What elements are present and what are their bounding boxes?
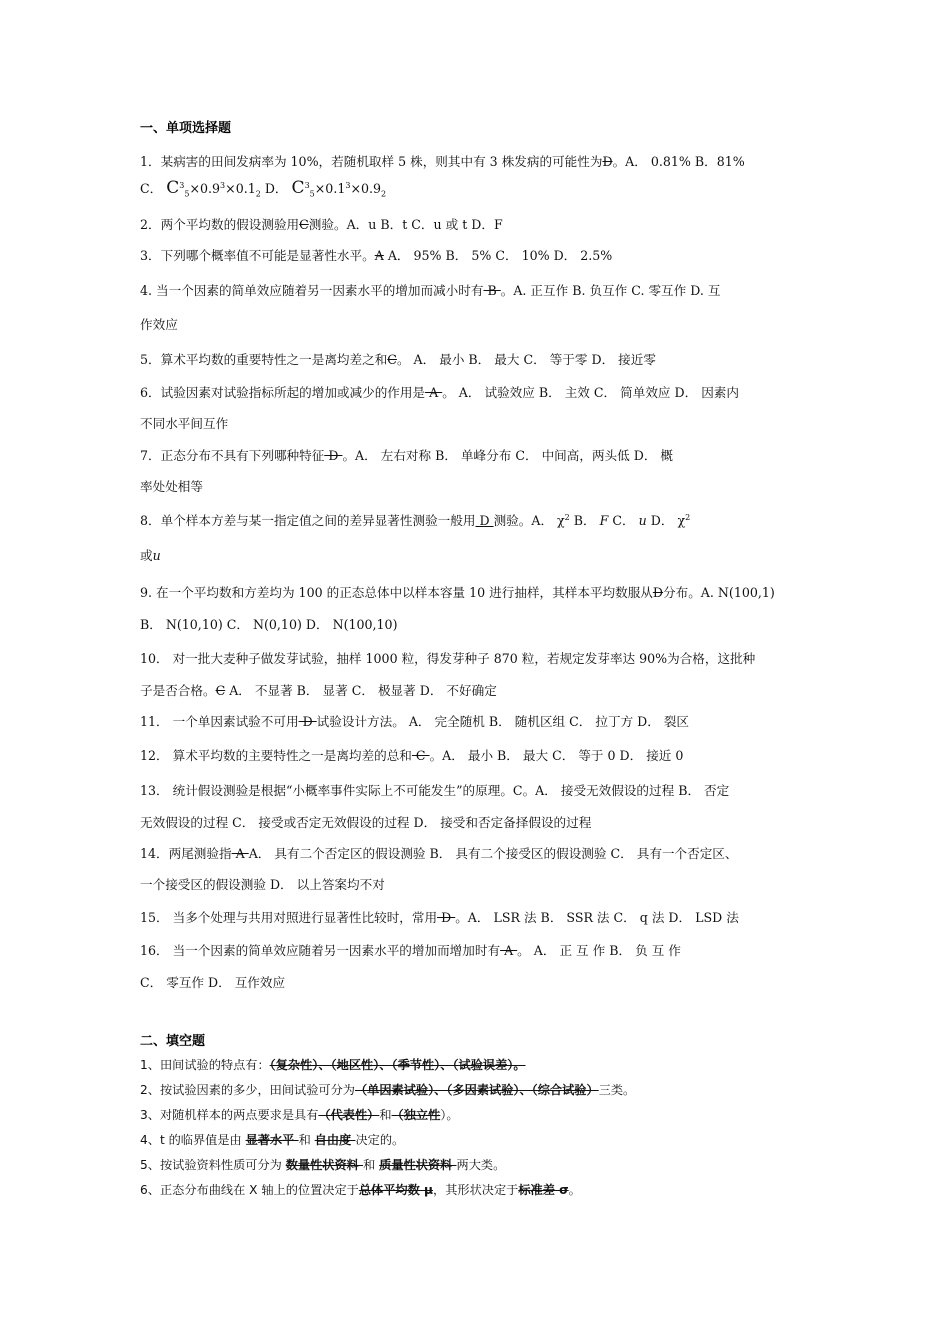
section-title-fill: 二、填空题 <box>140 1034 206 1049</box>
q2-line: 2．两个平均数的假设测验用C测验。A．u B．t C．u 或 t D．F <box>140 217 503 232</box>
q13-line2: 无效假设的过程 C． 接受或否定无效假设的过程 D． 接受和否定备择假设的过程 <box>140 815 592 830</box>
q5-line: 5．算术平均数的重要特性之一是离均差之和C。 A． 最小 B． 最大 C． 等于零 D． 接近零 <box>140 352 656 367</box>
q1-line2: C． $C^3_5\times 0.9^3\times 0.1_2$ D． $C^3_5\times 0.1^3\times 0.9_2$ <box>140 178 387 199</box>
q7-line2: 率处处相等 <box>140 479 203 494</box>
q9-line2: B． N(10,10) C． N(0,10) D． N(100,10) <box>140 617 398 632</box>
fill-4: 4、t 的临界值是由 显著水平 和 自由度 决定的。 <box>140 1133 405 1147</box>
q16-line1: 16． 当一个因素的简单效应随着另一因素水平的增加而增加时有 A 。 A． 正 互 作 B． 负 互 作 <box>140 943 681 958</box>
fill-2: 2、按试验因素的多少，田间试验可分为（单因素试验）、（多因素试验）、（综合试验）三类。 <box>140 1083 636 1097</box>
q10-line2: 子是否合格。C A． 不显著 B． 显著 C． 极显著 D． 不好确定 <box>140 683 497 698</box>
q6-line1: 6．试验因素对试验指标所起的增加或减少的作用是 A 。 A． 试验效应 B． 主效 C． 简单效应 D． 因素内 <box>140 385 739 400</box>
q16-line2: C． 零互作 D． 互作效应 <box>140 975 286 990</box>
q10-line1: 10． 对一批大麦种子做发芽试验，抽样 1000 粒，得发芽种子 870 粒，若规定发芽率达 90%为合格，这批种 <box>140 651 756 666</box>
q14-line2: 一个接受区的假设测验 D． 以上答案均不对 <box>140 877 385 892</box>
fill-1: 1、田间试验的特点有：（复杂性）、（地区性）、（季节性）、（试验误差）。 <box>140 1058 526 1072</box>
q15-line: 15． 当多个处理与共用对照进行显著性比较时，常用 D 。A． LSR 法 B． SSR 法 C． q 法 D． LSD 法 <box>140 910 739 925</box>
q6-line2: 不同水平间互作 <box>140 416 229 431</box>
q1-line1: 1．某病害的田间发病率为 10%，若随机取样 5 株，则其中有 3 株发病的可能性为D。A． 0.81% B．81% <box>140 154 745 169</box>
fill-6: 6、正态分布曲线在 X 轴上的位置决定于总体平均数 μ，其形状决定于标准差 σ。 <box>140 1183 581 1197</box>
q11-line: 11． 一个单因素试验不可用 D 试验设计方法。 A． 完全随机 B． 随机区组 C． 拉丁方 D． 裂区 <box>140 714 690 729</box>
q8-line1: 8．单个样本方差与某一指定值之间的差异显著性测验一般用 D 测验。A． $\chi^2$ B． F C． u D． $\chi^2$ <box>140 512 691 528</box>
q13-line1: 13． 统计假设测验是根据“小概率事件实际上不可能发生”的原理。C。A． 接受无效假设的过程 B． 否定 <box>140 783 730 798</box>
q7-line1: 7．正态分布不具有下列哪种特征 D 。A． 左右对称 B． 单峰分布 C． 中间高，两头低 D． 概 <box>140 448 674 463</box>
q4-line2: 作效应 <box>140 317 178 332</box>
q3-line: 3．下列哪个概率值不可能是显著性水平。A A． 95% B． 5% C． 10% D． 2.5% <box>140 248 613 263</box>
q8-line2: 或u <box>140 548 161 563</box>
q4-line1: 4. 当一个因素的简单效应随着另一因素水平的增加而减小时有 B 。A. 正互作 B. 负互作 C. 零互作 D. 互 <box>140 283 721 298</box>
q9-line1: 9. 在一个平均数和方差均为 100 的正态总体中以样本容量 10 进行抽样，其样本平均数服从D分布。A. N(100,1) <box>140 585 775 600</box>
section-title-choice: 一、单项选择题 <box>140 121 232 136</box>
fill-5: 5、按试验资料性质可分为 数量性状资料 和 质量性状资料 两大类。 <box>140 1158 506 1172</box>
fill-3: 3、对随机样本的两点要求是具有（代表性）和（独立性）。 <box>140 1108 459 1122</box>
q12-line: 12． 算术平均数的主要特性之一是离均差的总和 C 。A． 最小 B． 最大 C． 等于 0 D． 接近 0 <box>140 748 684 763</box>
q14-line1: 14．两尾测验指 A A． 具有二个否定区的假设测验 B． 具有二个接受区的假设测验 C． 具有一个否定区、 <box>140 846 738 861</box>
